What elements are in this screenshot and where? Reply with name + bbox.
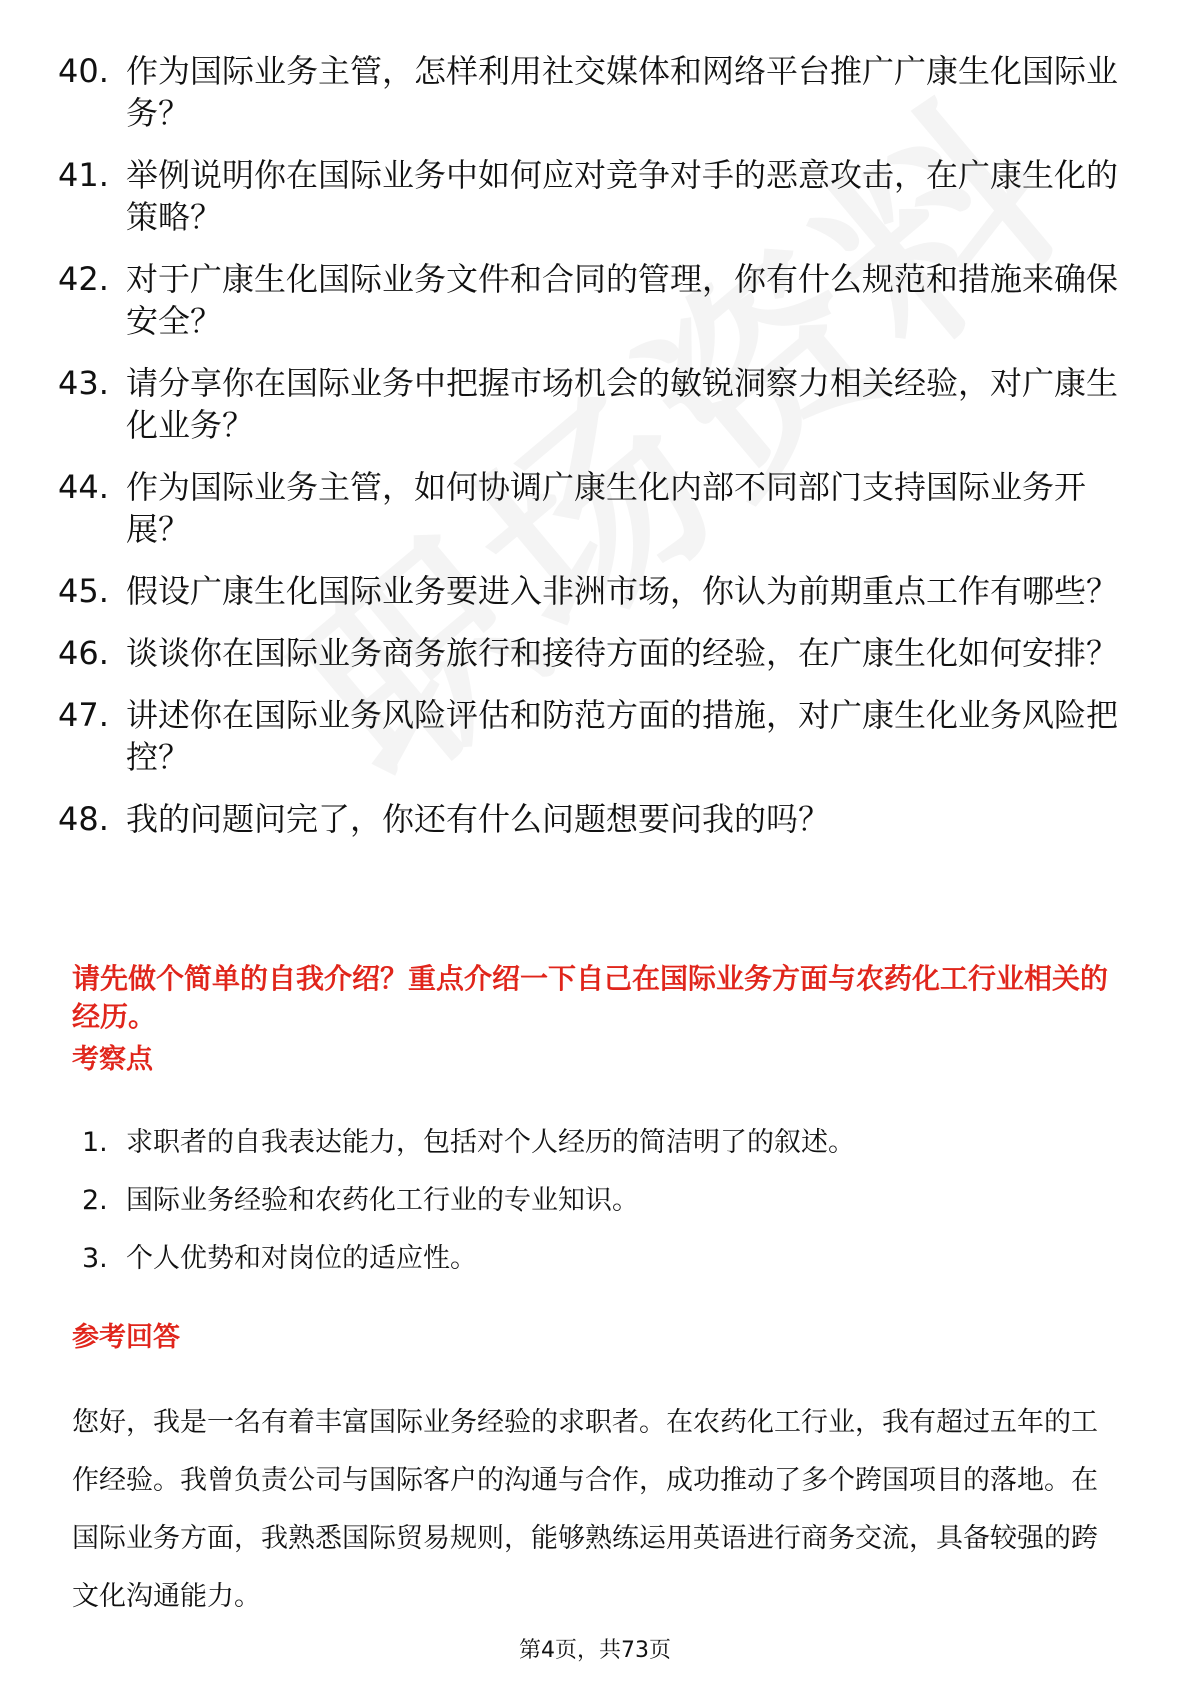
question-number: 42.	[58, 260, 109, 298]
list-item	[82, 1241, 1122, 1277]
key-points-list	[82, 1125, 1122, 1299]
list-item	[82, 1125, 1122, 1161]
point-text: 个人优势和对岗位的适应性。	[126, 1243, 477, 1274]
question-text: 谈谈你在国际业务商务旅行和接待方面的经验，在广康生化如何安排？	[126, 634, 1119, 672]
featured-question: 请先做个简单的自我介绍？重点介绍一下自己在国际业务方面与农药化工行业相关的经历。	[72, 962, 1109, 1033]
list-item	[58, 570, 1118, 612]
question-number: 40.	[58, 52, 109, 90]
point-number: 1.	[82, 1127, 108, 1158]
point-number: 3.	[82, 1243, 108, 1274]
point-number: 2.	[82, 1185, 108, 1216]
list-item	[58, 258, 1118, 342]
answer-heading: 参考回答	[72, 1322, 180, 1353]
list-item	[58, 466, 1118, 550]
list-item	[82, 1183, 1122, 1219]
page-number: 第4页，共73页	[519, 1638, 671, 1663]
question-text: 对于广康生化国际业务文件和合同的管理，你有什么规范和措施来确保安全？	[126, 260, 1119, 340]
question-text: 作为国际业务主管，如何协调广康生化内部不同部门支持国际业务开展？	[126, 468, 1087, 548]
question-text: 举例说明你在国际业务中如何应对竞争对手的恶意攻击，在广康生化的策略？	[126, 156, 1119, 236]
point-text: 求职者的自我表达能力，包括对个人经历的简洁明了的叙述。	[126, 1127, 855, 1158]
question-number: 44.	[58, 468, 109, 506]
question-text: 假设广康生化国际业务要进入非洲市场，你认为前期重点工作有哪些？	[126, 572, 1119, 610]
point-text: 国际业务经验和农药化工行业的专业知识。	[126, 1185, 639, 1216]
list-item	[58, 154, 1118, 238]
question-text: 作为国际业务主管，怎样利用社交媒体和网络平台推广广康生化国际业务？	[126, 52, 1119, 132]
question-number: 41.	[58, 156, 109, 194]
question-number: 43.	[58, 364, 109, 402]
list-item	[58, 362, 1118, 446]
question-text: 讲述你在国际业务风险评估和防范方面的措施，对广康生化业务风险把控？	[126, 696, 1119, 776]
question-text: 我的问题问完了，你还有什么问题想要问我的吗？	[126, 800, 831, 838]
key-points-heading: 考察点	[72, 1044, 153, 1075]
question-number: 46.	[58, 634, 109, 672]
question-number: 45.	[58, 572, 109, 610]
list-item	[58, 798, 1118, 840]
question-number: 47.	[58, 696, 109, 734]
answer-paragraph: 您好，我是一名有着丰富国际业务经验的求职者。在农药化工行业，我有超过五年的工作经验。我曾负责公司与国际客户的沟通与合作，成功推动了多个跨国项目的落地。在国际业务方面，我熟悉国际贸易规则，能够熟练运用英语进行商务交流，具备较强的跨文化沟通能力。	[72, 1407, 1098, 1612]
question-number: 48.	[58, 800, 109, 838]
question-text: 请分享你在国际业务中把握市场机会的敏锐洞察力相关经验，对广康生化业务？	[126, 364, 1119, 444]
list-item	[58, 50, 1118, 134]
list-item	[58, 694, 1118, 778]
question-list	[58, 50, 1118, 860]
list-item	[58, 632, 1118, 674]
